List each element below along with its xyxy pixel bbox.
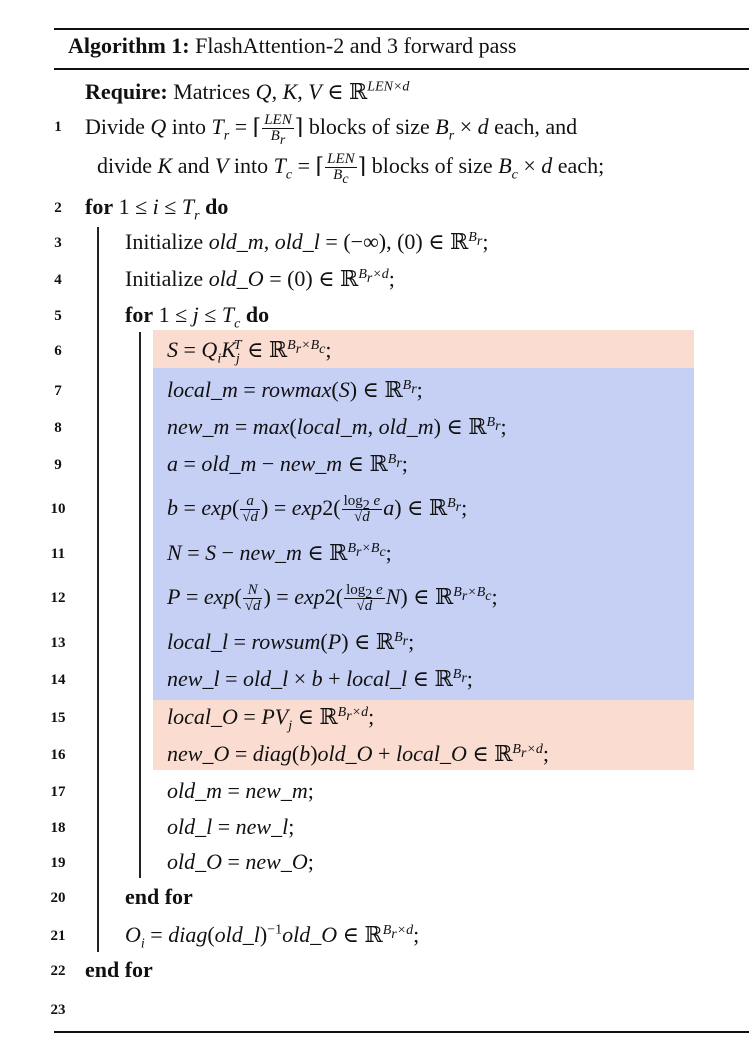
code-line-8: new_m = max(local_m, old_m) ∈ ℝ$^{B_r}$; <box>167 414 507 439</box>
line-number: 7 <box>54 383 62 399</box>
line-number: 15 <box>50 710 66 726</box>
code-line-10: b = exp( $\frac{a}{√d}$ ) = exp2( $\frac{\log_2 e}{√d}$ a) ∈ ℝ$^{B_r}$; <box>167 493 468 526</box>
code-line-20: end for <box>125 884 193 909</box>
indent-bar-inner-loop <box>139 332 141 878</box>
line-number: 20 <box>50 890 66 906</box>
line-number: 4 <box>54 272 62 288</box>
line-number: 16 <box>50 747 66 763</box>
algorithm-name: FlashAttention-2 and 3 forward pass <box>195 33 517 58</box>
code-line-3: Initialize old_m, old_l = (−∞), (0) ∈ ℝ$^{B_r}$; <box>125 229 489 254</box>
line-number: 10 <box>50 501 66 517</box>
indent-bar-outer-loop <box>97 227 99 952</box>
code-line-11: N = S − new_m ∈ ℝ$^{B_r\times B_c}$; <box>167 540 392 565</box>
line-number: 23 <box>50 1002 66 1018</box>
line-number: 9 <box>54 457 62 473</box>
code-line-15: local_O = $PV_j$ ∈ ℝ$^{B_r\times d}$; <box>167 704 375 734</box>
code-line-1: Divide Q into $T_r$ = ⌈ $\frac{\text{LEN}}{B_r}$ ⌉ blocks of size $B_r \times d$ each, and <box>85 112 578 149</box>
line-number: 18 <box>50 820 66 836</box>
bottom-rule <box>54 1031 749 1033</box>
line-number: 22 <box>50 963 66 979</box>
code-line-4: Initialize old_O = (0) ∈ ℝ$^{B_r\times d}$; <box>125 266 395 291</box>
line-number: 6 <box>54 343 62 359</box>
line-number: 11 <box>50 546 66 562</box>
code-line-9: a = old_m − new_m ∈ ℝ$^{B_r}$; <box>167 451 408 476</box>
line-number: 3 <box>54 235 62 251</box>
code-line-7: local_m = rowmax(S) ∈ ℝ$^{B_r}$; <box>167 377 423 402</box>
line-number: 14 <box>50 672 66 688</box>
code-line-19: old_O = new_O; <box>167 849 314 874</box>
code-line-18: old_l = new_l; <box>167 814 295 839</box>
algorithm-label: Algorithm 1: <box>68 33 190 58</box>
require-line: Require: Matrices Q, K, V ∈ ℝ$^{LEN\times d}$ <box>85 79 410 104</box>
code-line-21: $O_i$ = diag(old_l)$^{-1}$old_O ∈ ℝ$^{B_r\times d}$; <box>125 922 420 952</box>
code-line-5: for $1 \le j \le T_c$ do <box>125 302 270 332</box>
title-rule <box>54 68 749 70</box>
algorithm-title <box>68 33 516 59</box>
line-number: 13 <box>50 635 66 651</box>
code-line-6: $S = Q_iK_j^T$ ∈ ℝ$^{B_r\times B_c}$; <box>167 337 332 367</box>
line-number: 12 <box>50 590 66 606</box>
line-number: 19 <box>50 855 66 871</box>
code-line-1-cont: divide K and V into $T_c$ = ⌈ $\frac{\text{LEN}}{B_c}$ ⌉ blocks of size $B_c \times d$ each; <box>97 151 605 188</box>
line-number: 5 <box>54 308 62 324</box>
line-number: 17 <box>50 784 66 800</box>
code-line-16: new_O = diag(b)old_O + local_O ∈ ℝ$^{B_r\times d}$; <box>167 741 550 766</box>
code-line-17: old_m = new_m; <box>167 778 314 803</box>
code-line-2: for $1 \le i \le T_r$ do <box>85 194 229 224</box>
line-number: 8 <box>54 420 62 436</box>
line-number: 21 <box>50 928 66 944</box>
require-keyword: Require: <box>85 79 168 104</box>
code-line-22: end for <box>85 957 153 982</box>
line-number: 1 <box>54 119 62 135</box>
code-line-14: new_l = old_l × b + local_l ∈ ℝ$^{B_r}$; <box>167 666 473 691</box>
top-rule <box>54 28 749 30</box>
line-number: 2 <box>54 200 62 216</box>
code-line-13: local_l = rowsum(P) ∈ ℝ$^{B_r}$; <box>167 629 415 654</box>
code-line-12: P = exp( $\frac{N}{√d}$ ) = exp2( $\frac{\log_2 e}{√d}$ N) ∈ ℝ$^{B_r\times B_c}$; <box>167 582 498 615</box>
